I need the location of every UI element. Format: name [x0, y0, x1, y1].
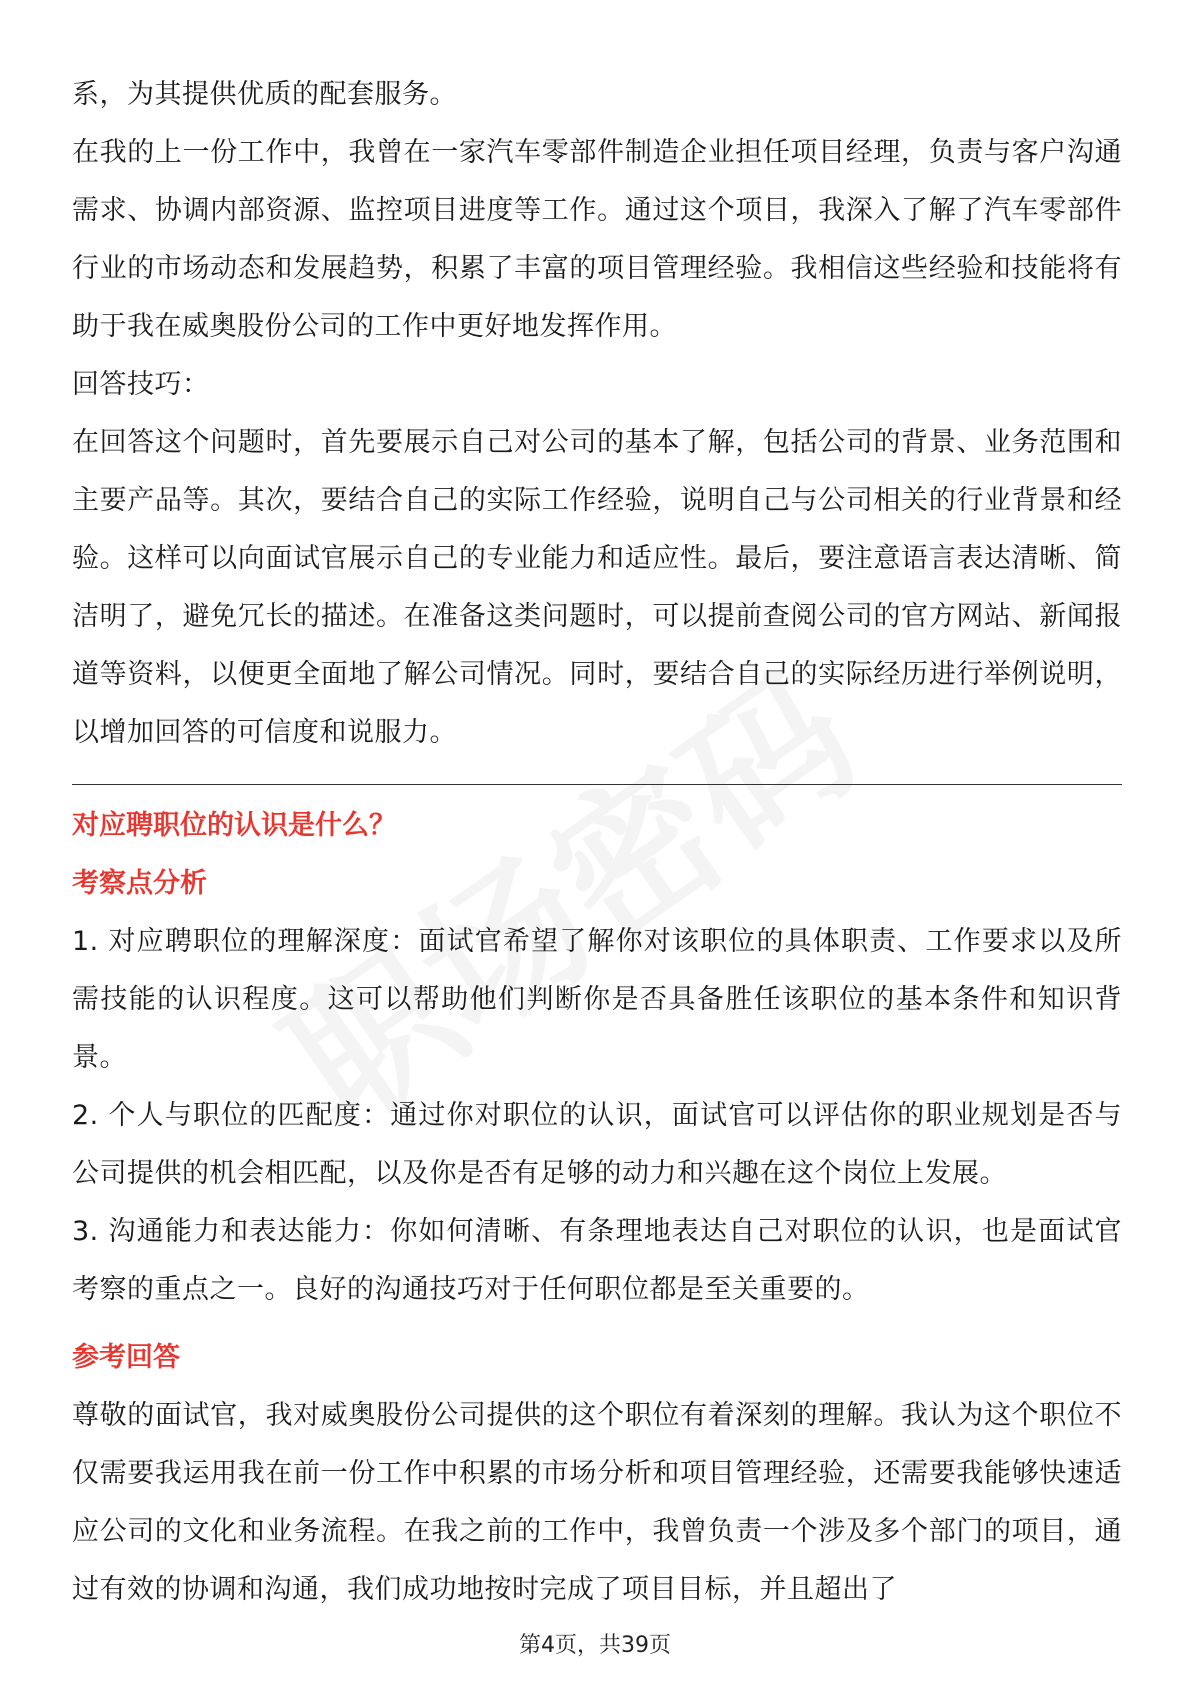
analysis-heading: 考察点分析	[72, 868, 207, 899]
analysis-item-3: 3. 沟通能力和表达能力：你如何清晰、有条理地表达自己对职位的认识，也是面试官考察的重点之一。良好的沟通技巧对于任何职位都是至关重要的。	[72, 1216, 1122, 1305]
answer-heading: 参考回答	[72, 1342, 180, 1373]
intro-paragraph-2: 在我的上一份工作中，我曾在一家汽车零部件制造企业担任项目经理，负责与客户沟通需求、协调内部资源、监控项目进度等工作。通过这个项目，我深入了解了汽车零部件行业的市场动态和发展趋势，积累了丰富的项目管理经验。我相信这些经验和技能将有助于我在威奥股份公司的工作中更好地发挥作用。	[72, 137, 1122, 342]
question-title: 对应聘职位的认识是什么？	[72, 810, 396, 841]
answer-tips-label: 回答技巧：	[72, 369, 210, 400]
analysis-item-2: 2. 个人与职位的匹配度：通过你对职位的认识，面试官可以评估你的职业规划是否与公司提供的机会相匹配，以及你是否有足够的动力和兴趣在这个岗位上发展。	[72, 1100, 1122, 1189]
analysis-item-1: 1. 对应聘职位的理解深度：面试官希望了解你对该职位的具体职责、工作要求以及所需技能的认识程度。这可以帮助他们判断你是否具备胜任该职位的基本条件和知识背景。	[72, 926, 1122, 1073]
section-divider	[72, 784, 1122, 785]
page-number: 第4页，共39页	[519, 1633, 671, 1658]
document-page	[72, 66, 1122, 1619]
intro-paragraph-1: 系，为其提供优质的配套服务。	[72, 79, 457, 110]
answer-paragraph: 尊敬的面试官，我对威奥股份公司提供的这个职位有着深刻的理解。我认为这个职位不仅需要我运用我在前一份工作中积累的市场分析和项目管理经验，还需要我能够快速适应公司的文化和业务流程。在我之前的工作中，我曾负责一个涉及多个部门的项目，通过有效的协调和沟通，我们成功地按时完成了项目目标，并且超出了	[72, 1400, 1122, 1605]
answer-tips-paragraph: 在回答这个问题时，首先要展示自己对公司的基本了解，包括公司的背景、业务范围和主要产品等。其次，要结合自己的实际工作经验，说明自己与公司相关的行业背景和经验。这样可以向面试官展示自己的专业能力和适应性。最后，要注意语言表达清晰、简洁明了，避免冗长的描述。在准备这类问题时，可以提前查阅公司的官方网站、新闻报道等资料，以便更全面地了解公司情况。同时，要结合自己的实际经历进行举例说明，以增加回答的可信度和说服力。	[72, 427, 1122, 748]
